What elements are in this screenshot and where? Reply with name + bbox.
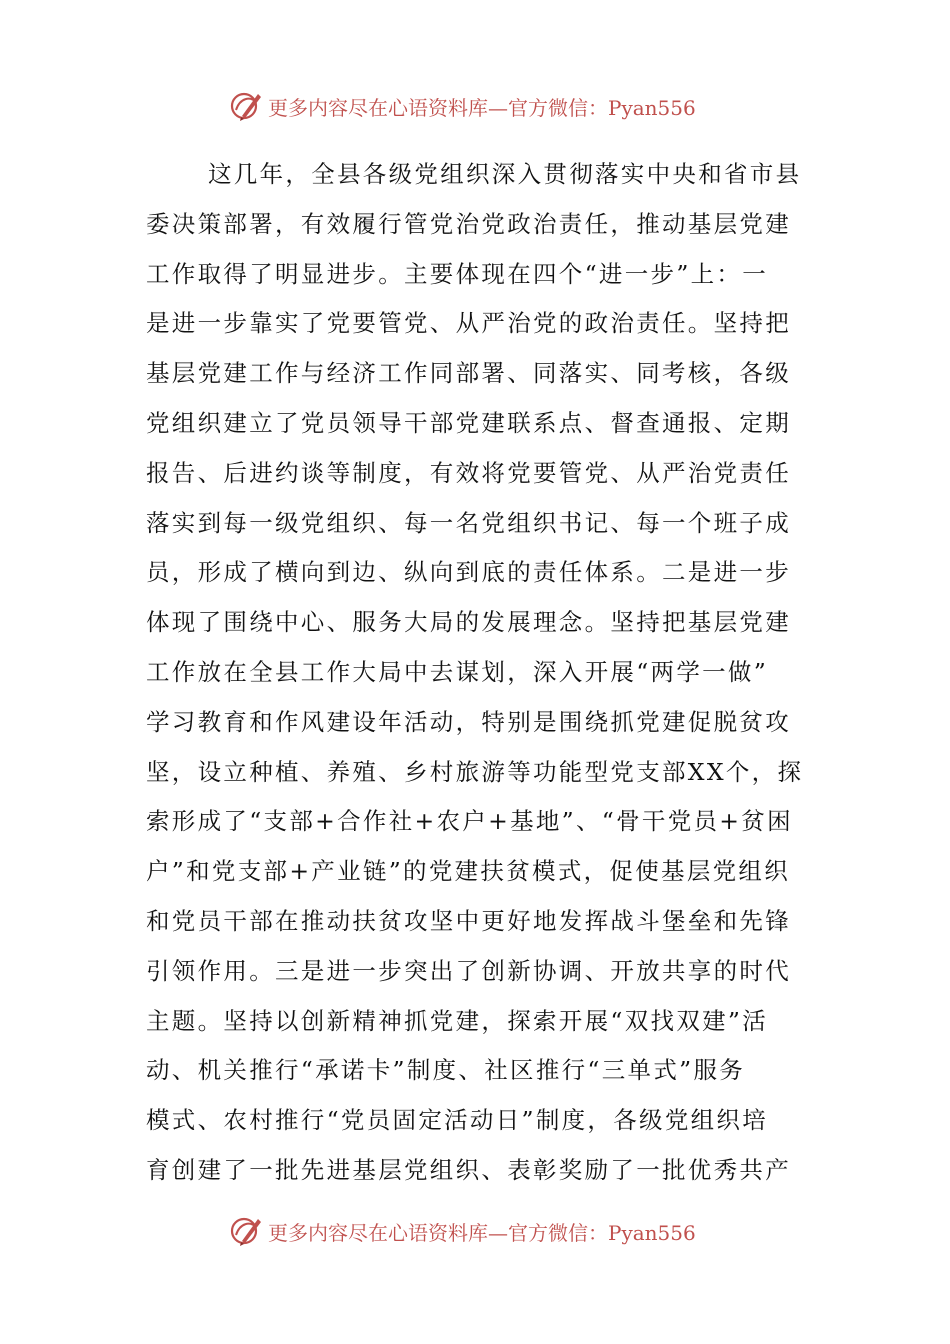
text-line: 索形成了“支部+合作社+农户+基地”、“骨干党员+贫困 <box>146 807 793 836</box>
text-line: 育创建了一批先进基层党组织、表彰奖励了一批优秀共产 <box>146 1155 791 1184</box>
text-line: 落实到每一级党组织、每一名党组织书记、每一个班子成 <box>146 508 791 537</box>
text-line: 和党员干部在推动扶贫攻坚中更好地发挥战斗堡垒和先锋 <box>146 906 791 935</box>
footer-watermark <box>228 1211 748 1251</box>
text-line: 报告、后进约谈等制度，有效将党要管党、从严治党责任 <box>146 458 791 487</box>
pen-swirl-logo-icon <box>228 1213 264 1249</box>
text-line: 主题。坚持以创新精神抓党建，探索开展“双找双建”活 <box>146 1006 769 1035</box>
text-line: 学习教育和作风建设年活动，特别是围绕抓党建促脱贫攻 <box>146 707 791 736</box>
text-line: 委决策部署，有效履行管党治党政治责任，推动基层党建 <box>146 209 791 238</box>
text-line: 工作取得了明显进步。主要体现在四个“进一步”上：一 <box>146 259 769 288</box>
text-line: 坚，设立种植、养殖、乡村旅游等功能型党支部XX个，探 <box>146 757 804 786</box>
text-line: 这几年，全县各级党组织深入贯彻落实中央和省市县 <box>208 160 802 188</box>
header-watermark-text: 更多内容尽在心语资料库—官方微信：Pyan556 <box>268 95 696 120</box>
body-paragraph <box>146 150 806 1196</box>
text-line: 户”和党支部+产业链”的党建扶贫模式，促使基层党组织 <box>146 857 791 886</box>
text-line: 党组织建立了党员领导干部党建联系点、督查通报、定期 <box>146 408 791 437</box>
text-line: 工作放在全县工作大局中去谋划，深入开展“两学一做” <box>146 657 769 686</box>
text-line: 员，形成了横向到边、纵向到底的责任体系。二是进一步 <box>146 558 791 587</box>
pen-swirl-logo-icon <box>228 88 264 124</box>
text-line: 是进一步靠实了党要管党、从严治党的政治责任。坚持把 <box>146 309 791 338</box>
text-line: 动、机关推行“承诺卡”制度、社区推行“三单式”服务 <box>146 1056 746 1085</box>
text-line: 模式、农村推行“党员固定活动日”制度，各级党组织培 <box>146 1106 769 1135</box>
footer-watermark-text: 更多内容尽在心语资料库—官方微信：Pyan556 <box>268 1220 696 1245</box>
text-line: 基层党建工作与经济工作同部署、同落实、同考核，各级 <box>146 359 791 388</box>
text-line: 引领作用。三是进一步突出了创新协调、开放共享的时代 <box>146 956 791 985</box>
header-watermark <box>228 86 748 126</box>
text-line: 体现了围绕中心、服务大局的发展理念。坚持把基层党建 <box>146 608 791 637</box>
